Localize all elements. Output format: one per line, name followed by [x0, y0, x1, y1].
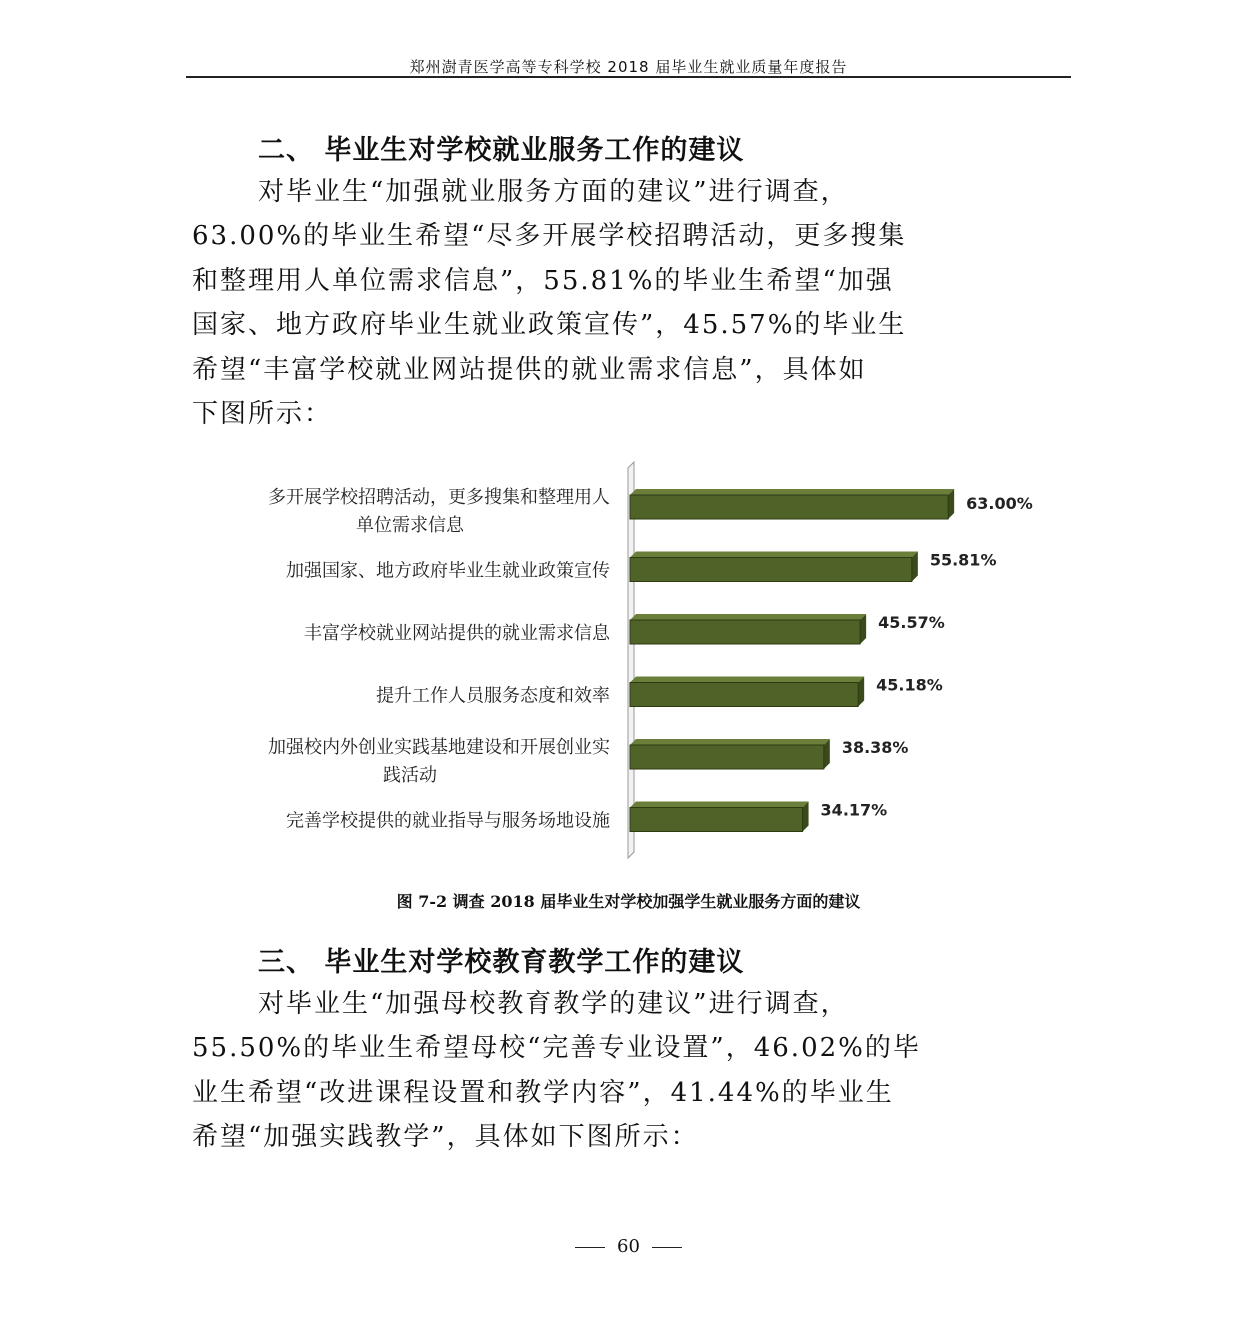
- paragraph-line: 55.50%的毕业生希望母校“完善专业设置”，46.02%的毕: [192, 1033, 921, 1064]
- axis-wall: [628, 462, 634, 858]
- bar: [630, 808, 803, 832]
- section3-paragraph: [192, 982, 1052, 1160]
- category-label: 丰富学校就业网站提供的就业需求信息: [304, 623, 610, 644]
- bar-top: [630, 802, 809, 808]
- section-heading-2: 二、 毕业生对学校就业服务工作的建议: [258, 135, 745, 166]
- bar: [630, 620, 860, 644]
- bar-top: [630, 552, 918, 558]
- data-label: 34.17%: [820, 800, 888, 820]
- category-label: 多开展学校招聘活动，更多搜集和整理用人: [268, 487, 610, 508]
- category-label: 践活动: [383, 765, 437, 786]
- paragraph-line: 和整理用人单位需求信息”，55.81%的毕业生希望“加强: [192, 265, 894, 296]
- bar-chart: [190, 460, 1070, 870]
- bar: [630, 745, 824, 769]
- data-label: 38.38%: [841, 738, 909, 757]
- bar-top: [630, 614, 866, 620]
- category-label: 提升工作人员服务态度和效率: [376, 685, 610, 707]
- page-footer: [0, 1236, 1257, 1257]
- data-label: 55.81%: [929, 550, 997, 570]
- category-label: 完善学校提供的就业指导与服务场地设施: [286, 810, 610, 832]
- category-label: 单位需求信息: [356, 515, 464, 536]
- footer-dash: [652, 1247, 682, 1248]
- paragraph-line: 希望“加强实践教学”，具体如下图所示：: [192, 1122, 699, 1153]
- bar: [630, 683, 858, 707]
- paragraph-line: 业生希望“改进课程设置和教学内容”，41.44%的毕业生: [192, 1077, 894, 1108]
- header-title: 郑州澍青医学高等专科学校 2018 届毕业生就业质量年度报告: [409, 58, 848, 76]
- footer-dash: [575, 1247, 605, 1248]
- paragraph-line: 国家、地方政府毕业生就业政策宣传”，45.57%的毕业生: [192, 310, 907, 341]
- bar-top: [630, 489, 954, 495]
- header-rule: [186, 76, 1071, 78]
- paragraph-line: 下图所示：: [192, 399, 333, 430]
- bar: [630, 495, 948, 519]
- page-number: 60: [617, 1236, 640, 1257]
- bar-top: [630, 677, 864, 683]
- figure-caption: 图 7-2 调查 2018 届毕业生对学校加强学生就业服务方面的建议: [396, 892, 861, 911]
- section-heading-3: 三、 毕业生对学校教育教学工作的建议: [258, 947, 745, 978]
- data-label: 63.00%: [966, 494, 1033, 513]
- paragraph-line: 对毕业生“加强母校教育教学的建议”进行调查，: [258, 989, 849, 1019]
- section2-paragraph: [192, 170, 1052, 436]
- category-label: 加强国家、地方政府毕业生就业政策宣传: [286, 560, 610, 582]
- data-label: 45.57%: [878, 613, 945, 632]
- data-label: 45.18%: [876, 675, 943, 695]
- bar: [630, 558, 912, 582]
- bar-top: [630, 739, 830, 745]
- paragraph-line: 对毕业生“加强就业服务方面的建议”进行调查，: [258, 177, 849, 207]
- paragraph-line: 希望“丰富学校就业网站提供的就业需求信息”，具体如: [192, 354, 867, 385]
- paragraph-line: 63.00%的毕业生希望“尽多开展学校招聘活动，更多搜集: [192, 221, 907, 252]
- category-label: 加强校内外创业实践基地建设和开展创业实: [268, 737, 610, 758]
